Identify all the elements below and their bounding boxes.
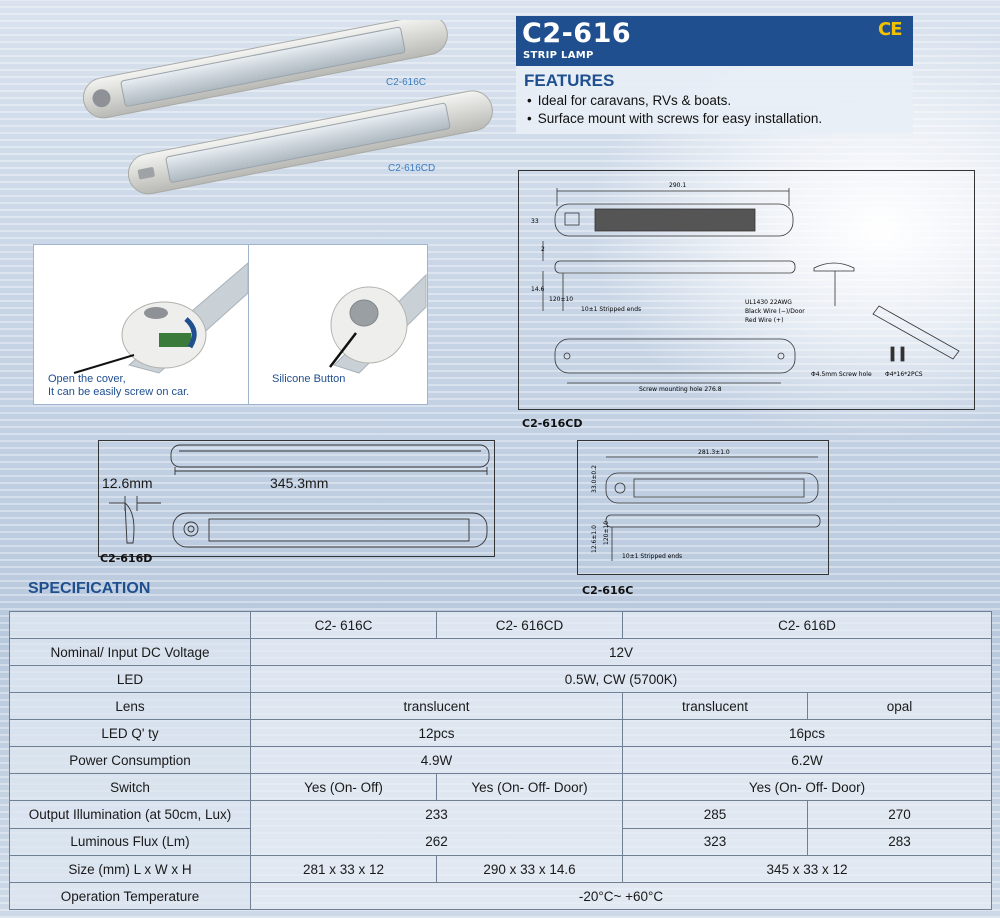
table-cell: 290 x 33 x 14.6 <box>437 856 623 883</box>
table-row <box>10 801 992 829</box>
table-cell: -20°C~ +60°C <box>251 883 992 910</box>
features-list <box>527 92 822 128</box>
column-header: C2- 616D <box>623 612 992 639</box>
table-row <box>10 720 992 747</box>
dim-c-lead: 120±10 <box>603 520 610 545</box>
open-cover-image <box>74 263 248 373</box>
dim-c-length: 281.3±1.0 <box>698 449 730 456</box>
drawing-c-caption: C2-616C <box>582 584 634 597</box>
product-model: C2-616 <box>522 18 632 49</box>
table-row <box>10 612 992 639</box>
table-cell: Yes (On- Off- Door) <box>437 774 623 801</box>
product-images <box>70 20 500 195</box>
table-cell: translucent <box>251 693 623 720</box>
drawing-cd-caption: C2-616CD <box>522 417 583 430</box>
dim-c-depth: 12.6±1.0 <box>591 525 598 553</box>
table-cell <box>10 612 251 639</box>
dim-cd-stripped: 10±1 Stripped ends <box>581 306 642 313</box>
silicone-button-image <box>330 275 426 373</box>
dim-cd-lead: 120±10 <box>549 296 574 303</box>
feature-item: • Ideal for caravans, RVs & boats. <box>527 92 822 110</box>
dim-cd-screw-mount: Screw mounting hole 276.8 <box>639 386 722 393</box>
spec-title: SPECIFICATION <box>28 580 151 597</box>
dim-cd-length: 290.1 <box>669 182 687 189</box>
table-cell: 281 x 33 x 12 <box>251 856 437 883</box>
drawing-d <box>99 441 494 556</box>
table-cell: 285 <box>623 801 808 829</box>
row-label: Size (mm) L x W x H <box>10 856 251 883</box>
row-label: Luminous Flux (Lm) <box>10 828 251 856</box>
table-cell: Yes (On- Off) <box>251 774 437 801</box>
features-title: FEATURES <box>524 71 615 90</box>
table-row <box>10 856 992 883</box>
table-cell <box>251 801 623 856</box>
ce-mark-icon: CE <box>878 19 902 40</box>
row-label: Switch <box>10 774 251 801</box>
dim-cd-wire-red: Red Wire (+) <box>745 317 784 324</box>
row-label: Operation Temperature <box>10 883 251 910</box>
dim-d-length: 345.3mm <box>270 475 329 491</box>
table-cell: translucent <box>623 693 808 720</box>
dim-cd-depth: 14.6 <box>531 286 545 293</box>
table-cell: 0.5W, CW (5700K) <box>251 666 992 693</box>
row-label: Output Illumination (at 50cm, Lux) <box>10 801 251 829</box>
table-cell: opal <box>808 693 992 720</box>
product-label-c: C2-616C <box>386 77 427 88</box>
inset-caption-right: Silicone Button <box>272 373 346 385</box>
table-row <box>10 639 992 666</box>
column-header: C2- 616C <box>251 612 437 639</box>
detail-images <box>34 245 427 375</box>
spec-table <box>9 611 992 910</box>
drawing-cd <box>519 171 974 409</box>
table-cell: 16pcs <box>623 720 992 747</box>
table-row <box>10 883 992 910</box>
table-row <box>10 666 992 693</box>
row-label: Nominal/ Input DC Voltage <box>10 639 251 666</box>
row-label: Lens <box>10 693 251 720</box>
dim-cd-screw-hole: Φ4.5mm Screw hole <box>811 371 872 378</box>
row-label: LED <box>10 666 251 693</box>
flux-value: 262 <box>425 834 448 849</box>
table-cell: 323 <box>623 828 808 856</box>
product-subtitle: STRIP LAMP <box>523 50 594 61</box>
table-cell: 12pcs <box>251 720 623 747</box>
dim-d-height: 12.6mm <box>102 475 153 491</box>
dim-cd-wire-spec: UL1430 22AWG <box>745 299 792 306</box>
table-row <box>10 747 992 774</box>
row-label: Power Consumption <box>10 747 251 774</box>
dim-cd-height: 33 <box>531 218 539 225</box>
dim-c-stripped: 10±1 Stripped ends <box>622 553 683 560</box>
table-cell: 283 <box>808 828 992 856</box>
table-cell: Yes (On- Off- Door) <box>623 774 992 801</box>
table-cell: 12V <box>251 639 992 666</box>
dim-c-height: 33.0±0.2 <box>591 465 598 493</box>
drawing-d-caption: C2-616D <box>100 552 153 565</box>
illum-value: 233 <box>425 807 448 822</box>
table-cell: 270 <box>808 801 992 829</box>
drawing-c <box>578 441 828 574</box>
feature-item: • Surface mount with screws for easy installation. <box>527 110 822 128</box>
table-cell: 4.9W <box>251 747 623 774</box>
table-row <box>10 693 992 720</box>
table-cell: 6.2W <box>623 747 992 774</box>
dim-cd-thickness: 2 <box>541 246 545 253</box>
dim-cd-screws: Φ4*16*2PCS <box>885 371 923 378</box>
table-cell: 345 x 33 x 12 <box>623 856 992 883</box>
table-row <box>10 774 992 801</box>
pointer-arrow-icon <box>74 355 134 373</box>
dim-cd-wire-black: Black Wire (−)/Door <box>745 308 805 315</box>
column-header: C2- 616CD <box>437 612 623 639</box>
product-label-cd: C2-616CD <box>388 163 436 174</box>
inset-caption-left-2: It can be easily screw on car. <box>48 386 190 398</box>
silicone-button-icon <box>350 300 378 326</box>
inset-caption-left-1: Open the cover, <box>48 373 126 385</box>
row-label: LED Q' ty <box>10 720 251 747</box>
